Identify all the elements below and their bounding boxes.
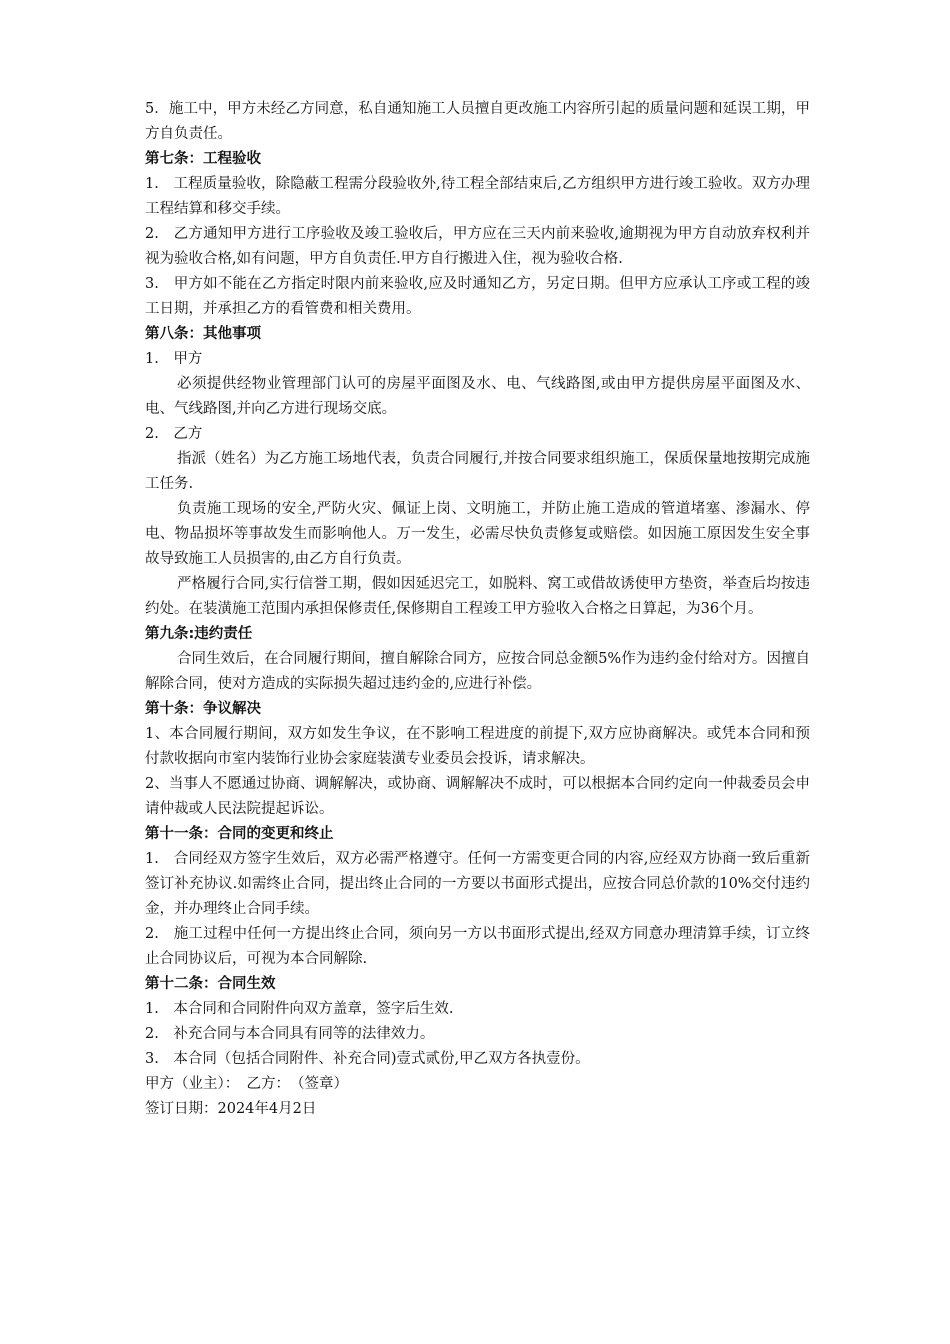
- signing-date: 签订日期：2024年4月2日: [145, 1101, 317, 1117]
- article-12-item-2: 2. 补充合同与本合同具有同等的法律效力。: [145, 1026, 435, 1042]
- signature-line: 甲方（业主）： 乙方： （签章）: [145, 1076, 348, 1092]
- article-9-body: 合同生效后，在合同履行期间，擅自解除合同方，应按合同总金额5%作为违约金付给对方。因擅自解除合同，使对方造成的实际损失超过违约金的,应进行补偿。: [145, 651, 810, 692]
- article-7-item-1: 1. 工程质量验收，除隐蔽工程需分段验收外,待工程全部结束后,乙方组织甲方进行竣工验收。双方办理工程结算和移交手续。: [145, 176, 810, 217]
- clause-6-item-5: 5．施工中，甲方未经乙方同意，私自通知施工人员擅自更改施工内容所引起的质量问题和延误工期，甲方自负责任。: [145, 101, 810, 142]
- article-8-item-2-body-c: 严格履行合同,实行信誉工期，假如因延迟完工，如脱料、窝工或借故诱使甲方垫资，举查后均按违约处。在装潢施工范围内承担保修责任,保修期自工程竣工甲方验收入合格之日算起，为36个月。: [145, 576, 810, 617]
- article-10-heading: 第十条：争议解决: [145, 701, 261, 717]
- contract-page: [145, 97, 810, 1122]
- article-11-heading: 第十一条：合同的变更和终止: [145, 826, 334, 842]
- article-11-item-1: 1. 合同经双方签字生效后，双方必需严格遵守。任何一方需变更合同的内容,应经双方协商一致后重新签订补充协议.如需终止合同，提出终止合同的一方要以书面形式提出，应按合同总价款的10%交付违约金，并办理终止合同手续。: [145, 851, 810, 917]
- article-12-heading: 第十二条：合同生效: [145, 976, 276, 992]
- article-10-item-2: 2、当事人不愿通过协商、调解解决，或协商、调解解决不成时，可以根据本合同约定向一仲裁委员会申请仲裁或人民法院提起诉讼。: [145, 776, 810, 817]
- article-7-heading: 第七条：工程验收: [145, 151, 261, 167]
- article-7-item-2: 2. 乙方通知甲方进行工序验收及竣工验收后，甲方应在三天内前来验收,逾期视为甲方自动放弃权利并视为验收合格,如有问题，甲方自负责任.甲方自行搬进入住，视为验收合格.: [145, 226, 810, 267]
- article-11-item-2: 2. 施工过程中任何一方提出终止合同，须向另一方以书面形式提出,经双方同意办理清算手续，订立终止合同协议后，可视为本合同解除.: [145, 926, 810, 967]
- article-12-item-3: 3. 本合同（包括合同附件、补充合同)壹式贰份,甲乙双方各执壹份。: [145, 1051, 590, 1067]
- article-12-item-1: 1. 本合同和合同附件向双方盖章，签字后生效.: [145, 1001, 454, 1017]
- article-8-item-2-body-b: 负责施工现场的安全,严防火灾、佩证上岗、文明施工，并防止施工造成的管道堵塞、渗漏水、停电、物品损坏等事故发生而影响他人。万一发生，必需尽快负责修复或赔偿。如因施工原因发生安全事故导致施工人员损害的,由乙方自行负责。: [145, 501, 810, 567]
- article-7-item-3: 3. 甲方如不能在乙方指定时限内前来验收,应及时通知乙方，另定日期。但甲方应承认工序或工程的竣工日期，并承担乙方的看管费和相关费用。: [145, 276, 810, 317]
- article-8-item-1-label: 1. 甲方: [145, 351, 203, 367]
- article-9-heading: 第九条:违约责任: [145, 626, 253, 642]
- article-10-item-1: 1、本合同履行期间，双方如发生争议，在不影响工程进度的前提下,双方应协商解决。或凭本合同和预付款收据向市室内装饰行业协会家庭装潢专业委员会投诉，请求解决。: [145, 726, 810, 767]
- article-8-item-2-label: 2. 乙方: [145, 426, 203, 442]
- article-8-item-2-body-a: 指派（姓名）为乙方施工场地代表，负责合同履行,并按合同要求组织施工，保质保量地按期完成施工任务.: [145, 451, 810, 492]
- article-8-item-1-body: 必须提供经物业管理部门认可的房屋平面图及水、电、气线路图,或由甲方提供房屋平面图及水、电、气线路图,并向乙方进行现场交底。: [145, 376, 810, 417]
- article-8-heading: 第八条：其他事项: [145, 326, 261, 342]
